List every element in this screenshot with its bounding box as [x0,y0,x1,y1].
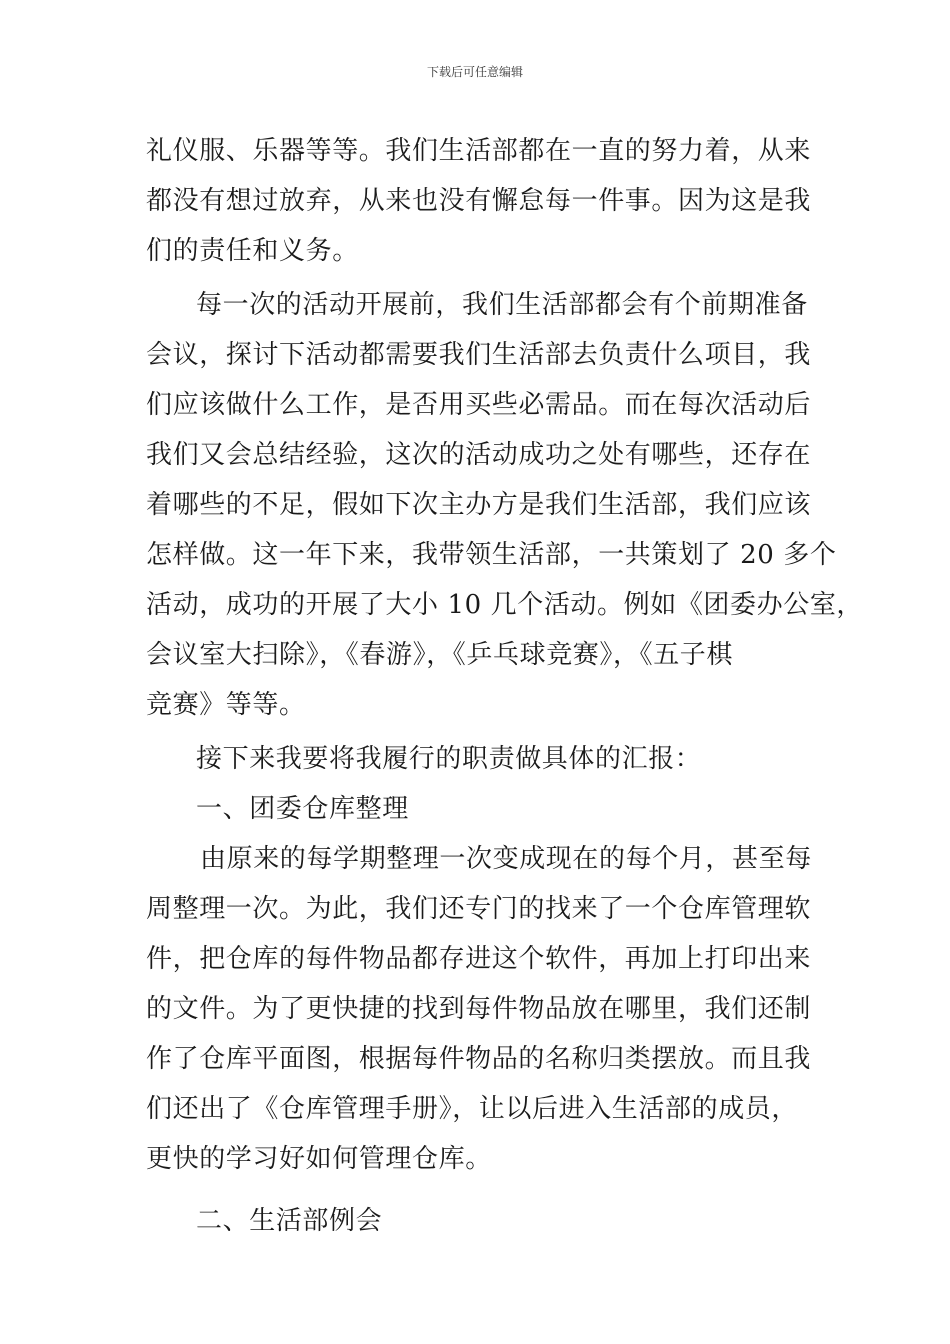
text-line: 我们又会总结经验，这次的活动成功之处有哪些，还存在 [146,440,812,470]
text-line: 们的责任和义务。 [146,236,359,266]
text-line: 都没有想过放弃，从来也没有懈怠每一件事。因为这是我 [146,186,812,216]
page-header: 下载后可任意编辑 [426,65,523,79]
text-line: 周整理一次。为此，我们还专门的找来了一个仓库管理软 [146,894,812,924]
text-line: 件，把仓库的每件物品都存进这个软件，再加上打印出来 [146,944,812,974]
paragraph-first-line: 每一次的活动开展前，我们生活部都会有个前期准备 [196,290,808,320]
section-heading: 二、生活部例会 [196,1206,383,1236]
text-line: 更快的学习好如何管理仓库。 [146,1144,492,1174]
text-line: 作了仓库平面图，根据每件物品的名称归类摆放。而且我 [146,1044,812,1074]
section-heading: 一、团委仓库整理 [196,794,409,824]
text-line: 竞赛》等等。 [146,690,306,720]
text-line: 们还出了《仓库管理手册》，让以后进入生活部的成员， [146,1094,799,1124]
text-line: 会议，探讨下活动都需要我们生活部去负责什么项目，我 [146,340,812,370]
text-line: 怎样做。这一年下来，我带领生活部，一共策划了 20 多个 [146,540,837,570]
document-body [146,126,864,1246]
text-line: 着哪些的不足，假如下次主办方是我们生活部，我们应该 [146,490,812,520]
text-line: 们应该做什么工作，是否用买些必需品。而在每次活动后 [146,390,812,420]
text-line: 活动，成功的开展了大小 10 几个活动。例如《团委办公室， [146,590,864,620]
text-line: 礼仪服、乐器等等。我们生活部都在一直的努力着，从来 [146,136,812,166]
text-line: 的文件。为了更快捷的找到每件物品放在哪里，我们还制 [146,994,812,1024]
paragraph-first-line: 由原来的每学期整理一次变成现在的每个月，甚至每 [200,844,812,874]
text-line: 会议室大扫除》，《春游》，《乒乓球竞赛》，《五子棋 [146,640,734,670]
paragraph-first-line: 接下来我要将我履行的职责做具体的汇报： [196,744,702,774]
